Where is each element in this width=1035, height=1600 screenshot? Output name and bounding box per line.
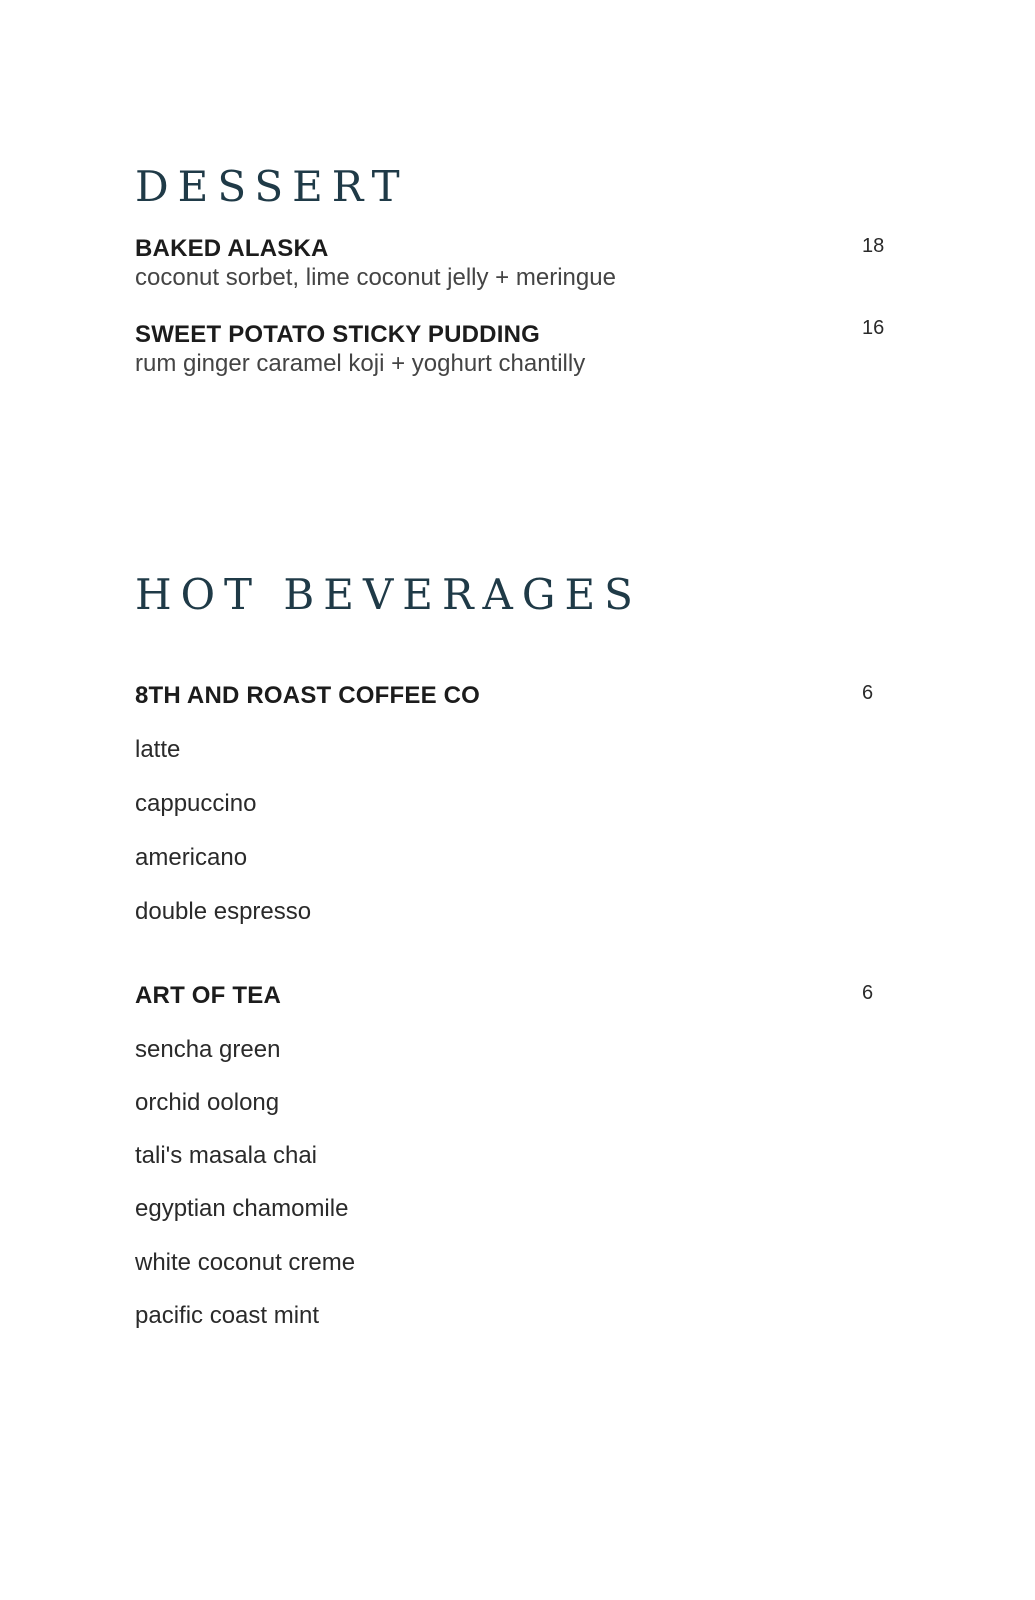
beverage-group-name: ART OF TEA [135, 982, 281, 1009]
beverage-item: pacific coast mint [135, 1302, 320, 1329]
menu-item-price: 16 [862, 317, 885, 339]
beverage-group-price: 6 [862, 682, 874, 704]
menu-item-description: coconut sorbet, lime coconut jelly + meringue [135, 264, 616, 291]
dessert-heading: DESSERT [135, 162, 409, 211]
beverage-item: sencha green [135, 1036, 281, 1063]
beverage-group-name: 8TH AND ROAST COFFEE CO [135, 682, 481, 709]
beverage-group-price: 6 [862, 982, 874, 1004]
beverage-item: white coconut creme [135, 1249, 356, 1276]
menu-item-price: 18 [862, 235, 885, 257]
beverage-item: americano [135, 844, 248, 871]
beverage-item: cappuccino [135, 790, 257, 817]
menu-item-name: BAKED ALASKA [135, 235, 329, 262]
beverage-item: latte [135, 736, 181, 763]
beverage-item: orchid oolong [135, 1089, 280, 1116]
beverage-item: egyptian chamomile [135, 1195, 349, 1222]
beverage-item: double espresso [135, 898, 312, 925]
beverage-item: tali's masala chai [135, 1142, 317, 1169]
hot-beverages-heading: HOT BEVERAGES [135, 570, 642, 619]
menu-item-name: SWEET POTATO STICKY PUDDING [135, 321, 540, 348]
menu-item-description: rum ginger caramel koji + yoghurt chantilly [135, 350, 586, 377]
